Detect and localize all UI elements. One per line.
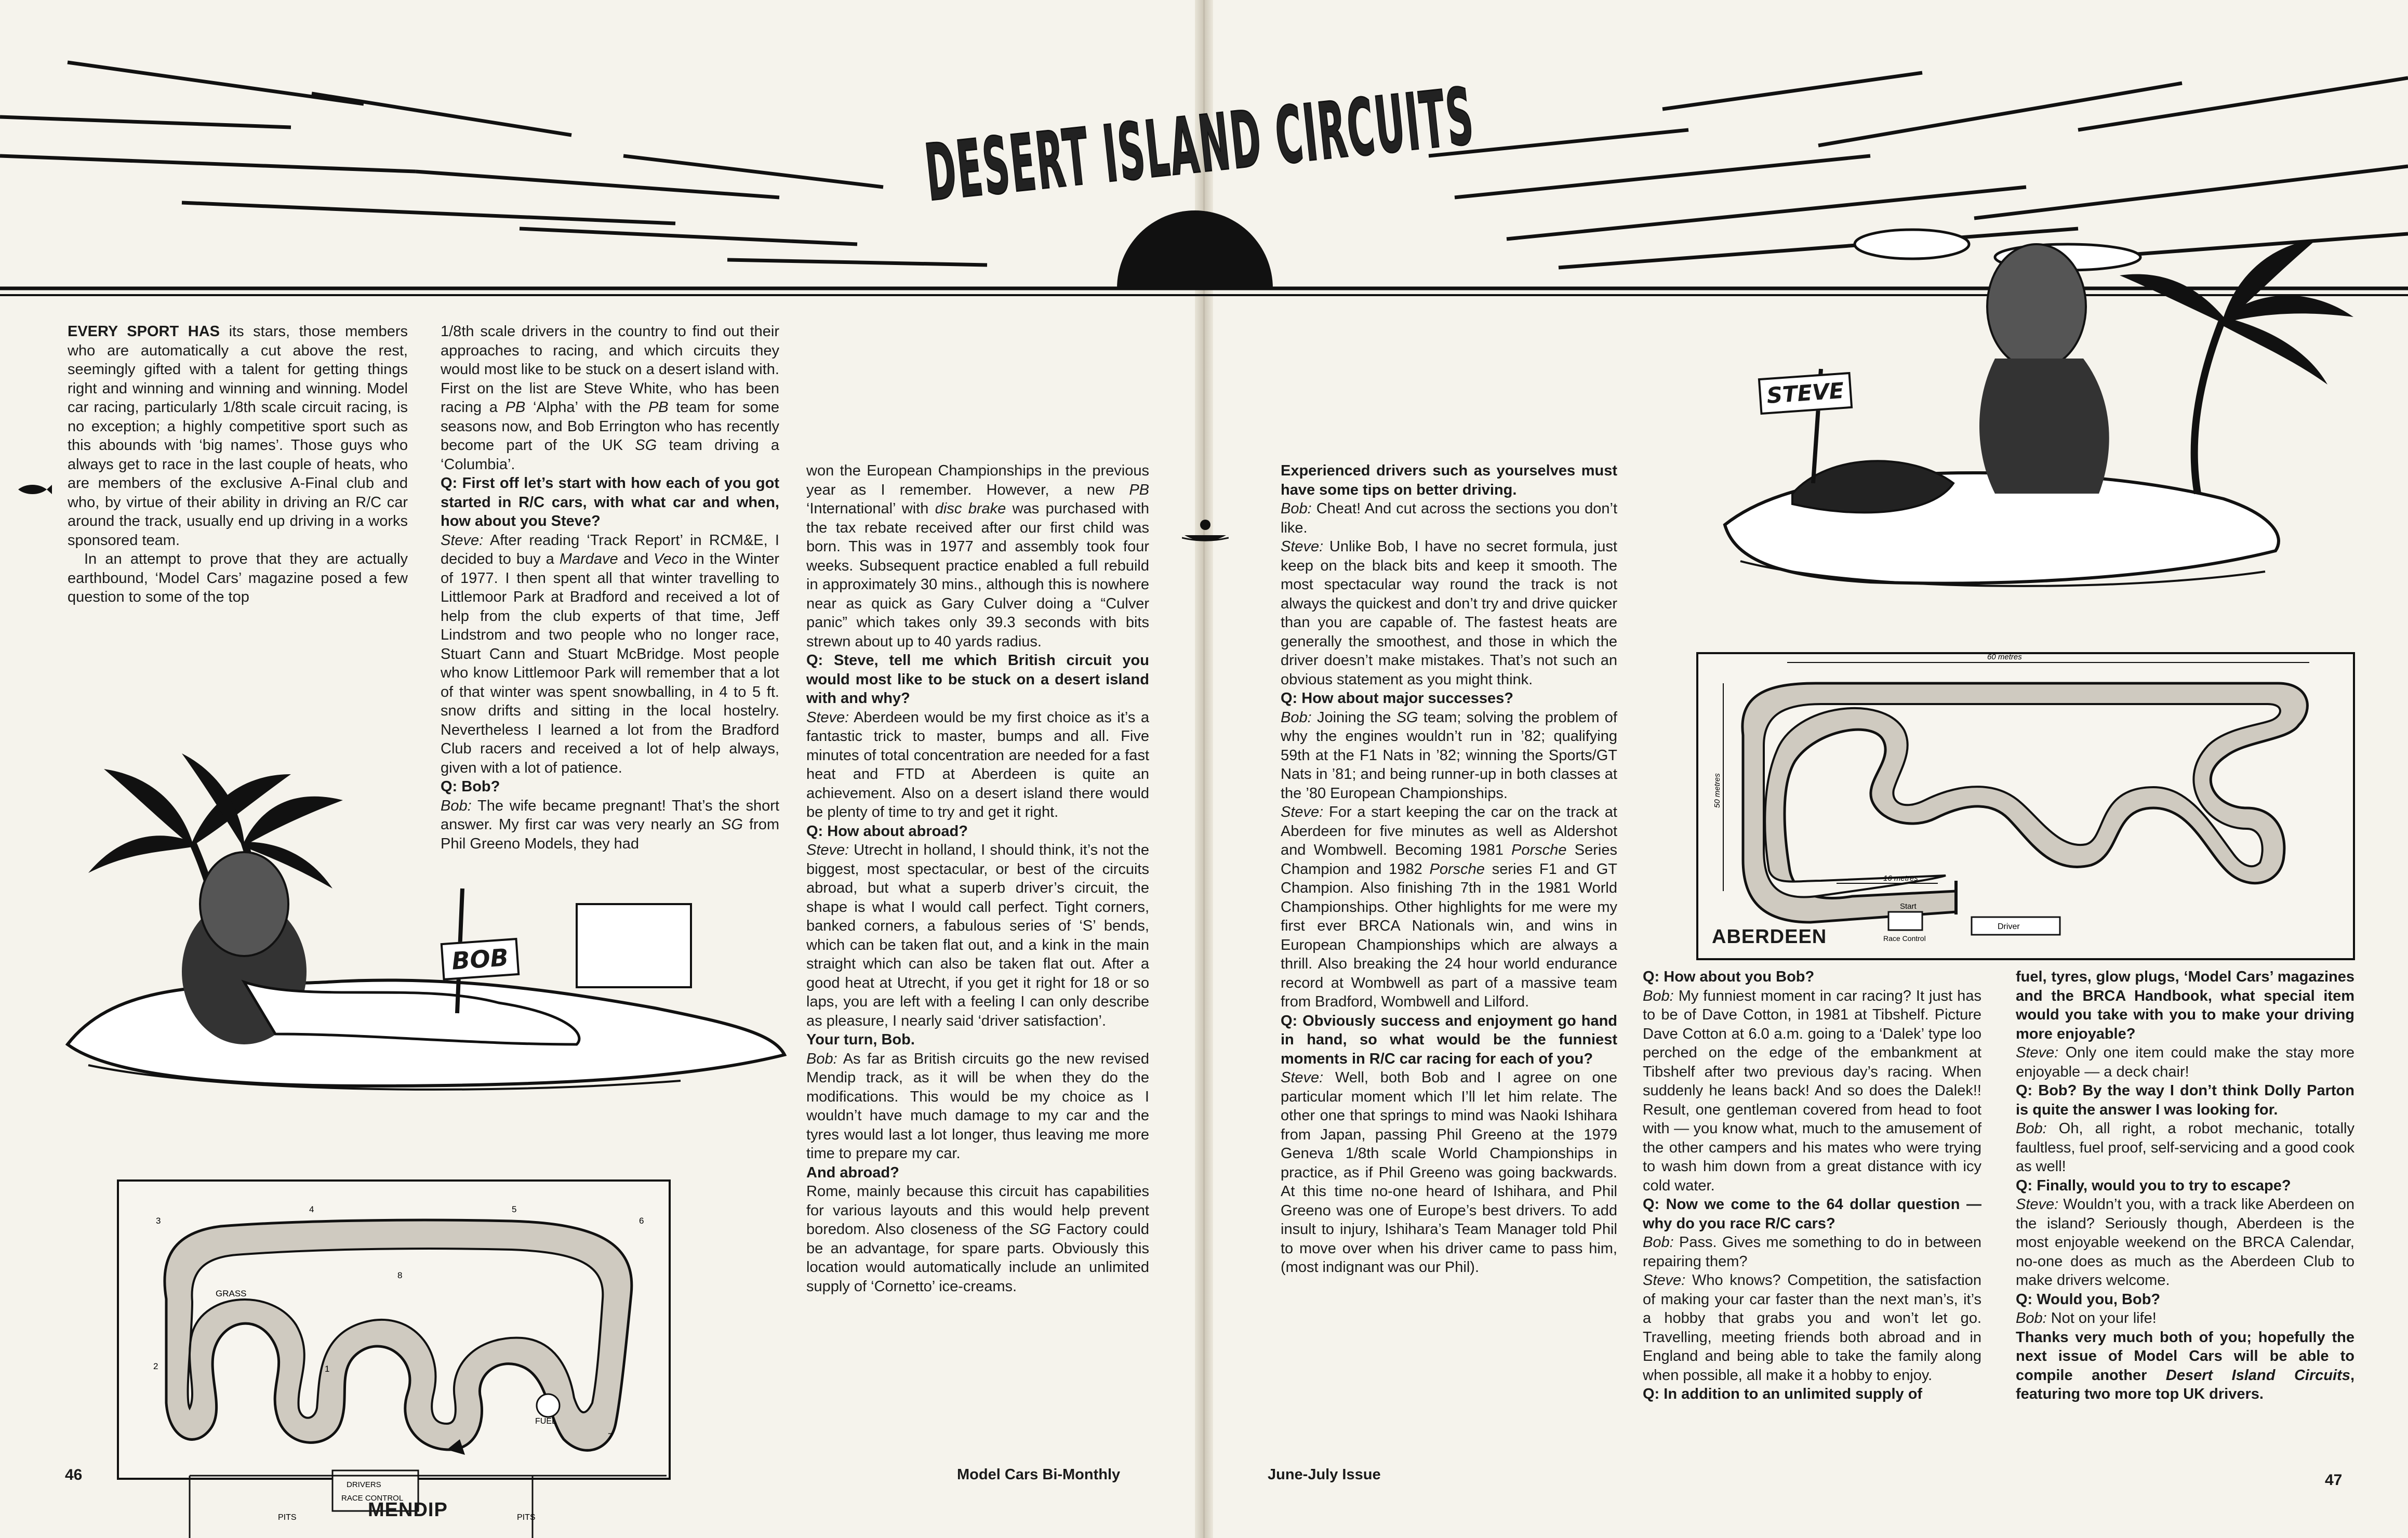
aberdeen-driver-label: Driver <box>1998 922 2020 931</box>
mendip-drivers-label: DRIVERS <box>347 1480 381 1489</box>
answer-steve-start: Steve: After reading ‘Track Report’ in RCM&E, I decided to buy a Mardave and Veco in the Winter of 1977. I then spent all that winter travelling to Littlemoor Park at Bradford and received a lot of help from the club experts of that time, Jeff Lindstrom and two people who no longer race, Stuart Cann and Stuart McBridge. Most people who know Littlemoor Park will remember that a lot of that winter was spent snowballing, in 4 to 5 ft. snow drifts and sitting in the local hostelry. Nevertheless I learned a lot from the Bradford Club racers and received a lot of help always, given with a lot of patience. <box>441 532 779 776</box>
aberdeen-50m-label: 50 metres <box>1713 773 1722 808</box>
magazine-name: Model Cars Bi-Monthly <box>957 1466 1121 1483</box>
mendip-race-control-label: RACE CONTROL <box>341 1494 404 1503</box>
page-number-left: 46 <box>65 1466 83 1483</box>
mendip-marker-6: 6 <box>639 1216 644 1226</box>
question-funniest: Q: Obviously success and enjoyment go hand in hand, so what would be the funniest moments in R/C car racing for each of you? <box>1281 1012 1617 1067</box>
answer-steve-successes: Steve: For a start keeping the car on the track at Aberdeen for five minutes as well as Aldershot and Wombwell. Becoming 1981 Porsche Series Champion and 1982 Porsche series F1 and GT Champion. Also finishing 7th in the 1981 World Championships. Other highlights for me were my first ever BRCA Nationals win, and wins in European Championships which are always a thrill. Also breaking the 24 hour world endurance record at Wombwell as part of a massive team from Bradford, Wombwell and Lilford. <box>1281 804 1617 1010</box>
mendip-marker-7: 7 <box>608 1431 613 1441</box>
intro-lead: EVERY SPORT HAS <box>68 323 220 340</box>
intro-paragraph-3: 1/8th scale drivers in the country to find out their approaches to racing, and which circuits they would most like to be stuck on a desert island with. First on the list are Steve White, who has been racing a PB ‘Alpha’ with the PB team for some seasons now, and Bob Errington who has recently become part of the UK SG team driving a ‘Columbia’. <box>441 323 779 473</box>
question-tips: Experienced drivers such as yourselves must have some tips on better driving. <box>1281 462 1617 498</box>
question-special-item: fuel, tyres, glow plugs, ‘Model Cars’ magazines and the BRCA Handbook, what special item would you take with you to make your driving more enjoyable? <box>2016 969 2354 1042</box>
question-how-about-bob: Q: How about you Bob? <box>1643 969 1815 985</box>
question-abroad: Q: How about abroad? <box>806 823 968 840</box>
question-british-circuit: Q: Steve, tell me which British circuit you would most like to be stuck on a desert island with and why? <box>806 652 1149 707</box>
mendip-marker-8: 8 <box>397 1270 403 1280</box>
dinghy-figure <box>1182 514 1229 546</box>
answer-bob-cheat: Bob: Cheat! And cut across the sections you don’t like. <box>1281 500 1617 536</box>
fish-icon <box>16 483 52 496</box>
mendip-marker-4: 4 <box>309 1204 314 1214</box>
answer-bob-not-on-life: Bob: Not on your life! <box>2016 1310 2157 1327</box>
aberdeen-60m-label: 60 metres <box>1987 653 2022 661</box>
question-first-off: Q: First off let’s start with how each of you got started in R/C cars, with what car and when, how about you Steve? <box>441 475 779 529</box>
mendip-marker-5: 5 <box>512 1204 517 1214</box>
aberdeen-caption: ABERDEEN <box>1712 926 1827 948</box>
answer-steve-who-knows: Steve: Who knows? Competition, the satisfaction of making your car faster than the next man’s, it’s a hobby that grabs you and won’t let go. Travelling, meeting friends both abroad and in England and being able to take the family along when possible, all make it a hobby to enjoy. <box>1643 1272 1981 1384</box>
issue-date: June-July Issue <box>1268 1466 1381 1483</box>
question-unlimited-supply: Q: In addition to an unlimited supply of <box>1643 1386 1923 1402</box>
column-6 <box>2016 967 2354 1404</box>
aberdeen-16m-label: 16 metres <box>1883 874 1918 883</box>
mendip-fuel-label: FUEL <box>535 1417 556 1426</box>
sun-shape <box>1117 210 1273 288</box>
mendip-marker-3: 3 <box>156 1216 161 1226</box>
closing-thanks: Thanks very much both of you; hopefully the next issue of Model Cars will be able to compile another Desert Island Circuits, featuring two more top UK drivers. <box>2016 1329 2355 1402</box>
mendip-marker-2: 2 <box>153 1361 158 1371</box>
answer-bob-successes: Bob: Joining the SG team; solving the problem of why the engines wouldn’t run in ’82; qualifying 59th at the F1 Nats in ’82; winning the Sports/GT Nats in ’81; and being runner-up in both classes at the ’80 European Championships. <box>1281 709 1617 802</box>
question-successes: Q: How about major successes? <box>1281 690 1514 707</box>
answer-bob-start: Bob: The wife became pregnant! That’s the short answer. My first car was very nearly an SG from Phil Greeno Models, they had <box>441 797 780 852</box>
mendip-caption: MENDIP <box>368 1499 448 1521</box>
mendip-marker-1: 1 <box>325 1364 330 1374</box>
question-your-turn-bob: Your turn, Bob. <box>806 1031 915 1048</box>
answer-bob-mendip: Bob: As far as British circuits go the new revised Mendip track, as it will be when they do the modifications. This would be my choice as I wouldn’t have much damage to my car and the tyres would last a lot longer, thus leaving me more time to prepare my car. <box>806 1050 1149 1162</box>
mendip-track-diagram <box>117 1179 669 1538</box>
column-1 <box>68 322 408 607</box>
column-4 <box>1281 461 1617 1277</box>
answer-steve-funniest: Steve: Well, both Bob and I agree on one particular moment which I’ll let him relate. The other one that springs to mind was Naoki Ishihara from Japan, passing Phil Greeno at the 1979 Geneva 1/8th scale World Championships in practice, as if Phil Greeno was going backwards. At this time no-one heard of Ishihara, and Phil Greeno was one of Europe’s best drivers. To add insult to injury, Ishihara’s Team Manager told Phil to move over when his driver came to pass him, (most indignant was our Phil). <box>1281 1069 1617 1276</box>
answer-steve-aberdeen: Steve: Aberdeen would be my first choice as it’s a fantastic trick to master, bumps and all. Five minutes of total concentration are needed for a fast heat and FTD at Aberdeen is quite an achievement. Also on a desert island there would be plenty of time to try and get it right. <box>806 709 1149 820</box>
aberdeen-race-control-label: Race Control <box>1883 934 1926 943</box>
answer-bob-rome: Rome, mainly because this circuit has capabilities for various layouts and this would help prevent boredom. Also closeness of the SG Factory could be an advantage, for spare parts. Obviously this location would automatically include an unlimited supply of ‘Cornetto’ ice-creams. <box>806 1183 1149 1295</box>
column-3 <box>806 461 1149 1296</box>
question-and-abroad: And abroad? <box>806 1164 899 1181</box>
answer-bob-robot: Bob: Oh, all right, a robot mechanic, totally faultless, fuel proof, self-servicing and a good cook as well! <box>2016 1120 2354 1175</box>
answer-steve-escape: Steve: Wouldn’t you, with a track like Aberdeen on the island? Seriously though, Aberdeen is the most enjoyable weekend on the BRCA Calendar, no-one does as much as the Aberdeen Club to make drivers welcome. <box>2016 1196 2354 1289</box>
answer-steve-deck-chair: Steve: Only one item could make the stay more enjoyable — a deck chair! <box>2016 1044 2354 1080</box>
column-5 <box>1643 967 1981 1404</box>
question-would-you-bob: Q: Would you, Bob? <box>2016 1291 2161 1308</box>
mendip-grass-label: GRASS <box>216 1289 247 1298</box>
answer-bob-continued: won the European Championships in the previous year as I remember. However, a new PB ‘International’ with disc brake was purchased with the tax rebate received after our first child was born. This was in 1977 and assembly took four weeks. Subsequent practice enabled a full rebuild in approximately 30 mins., although this is nowhere near as quick as Gary Culver doing a “Culver panic” which takes only 39.3 seconds with bits strewn about up to 40 yards radius. <box>806 462 1149 650</box>
answer-steve-utrecht: Steve: Utrecht in holland, I should think, it’s not the biggest, most spectacular, or best of the circuits abroad, but what a superb driver’s circuit, the shape is what I would call perfect. Tight corners, banked corners, a fabulous series of ‘S’ bends, which can be taken flat out, and a kink in the main straight which can also be taken flat out. After a good heat at Utrecht, if you get it right for 18 or so laps, you are left with a feeling I can only describe as pleasure, I nearly said ‘driver satisfaction’. <box>806 842 1149 1029</box>
answer-bob-pass: Bob: Pass. Gives me something to do in between repairing them? <box>1643 1234 1981 1270</box>
question-dolly-parton: Q: Bob? By the way I don’t think Dolly Parton is quite the answer I was looking for. <box>2016 1082 2354 1118</box>
steve-sign: STEVE <box>1758 372 1853 415</box>
intro-paragraph-1: its stars, those members who are automatically a cut above the rest, seemingly gifted with a talent for getting things right and winning and winning and winning. Model car racing, particularly 1/8th scale circuit racing, is no exception; a highly competitive sport such as this abounds with ‘big names’. Those guys who always get to race in the last couple of heats, who are members of the exclusive A-Final club and who, by virtue of their ability in driving an R/C car around the track, usually end up driving in a works sponsored team. <box>68 323 408 549</box>
question-bob: Q: Bob? <box>441 778 500 795</box>
page-number-right: 47 <box>2325 1471 2343 1489</box>
answer-bob-dalek: Bob: My funniest moment in car racing? It just has to be of Dave Cotton, in 1981 at Tibshelf. Picture Dave Cotton at 6.0 a.m. going to a ‘Dalek’ type loo perched on the edge of the embankment at Tibshelf after two previous day’s racing. When suddenly he leans back! And so does the Dalek!! Result, one gentleman covered from head to foot with — you know what, much to the amusement of the other campers and his mates who were trying to wash him down from a great distance with icy cold water. <box>1643 987 1981 1194</box>
headline-art: DESERT ISLAND CIRCUITS <box>921 4 2114 219</box>
intro-paragraph-2: In an attempt to prove that they are actually earthbound, ‘Model Cars’ magazine posed a few question to some of the top <box>68 551 408 605</box>
question-64-dollar: Q: Now we come to the 64 dollar question — why do you race R/C cars? <box>1643 1196 1981 1232</box>
answer-steve-tips: Steve: Unlike Bob, I have no secret formula, just keep on the black bits and keep it smooth. The most spectacular way round the track is not always the quickest and don’t try and drive quicker than you are capable of. The fastest heats are generally the smoothest, and those in which the driver doesn’t make mistakes. That’s not such an obvious statement as you might think. <box>1281 538 1618 688</box>
question-escape: Q: Finally, would you to try to escape? <box>2016 1177 2291 1194</box>
mendip-pits-right-label: PITS <box>517 1513 536 1522</box>
bob-sign: BOB <box>441 938 520 980</box>
aberdeen-track-diagram <box>1696 652 2353 959</box>
aberdeen-start-label: Start <box>1900 902 1917 911</box>
bob-island-illustration <box>57 670 800 1117</box>
mendip-pits-left-label: PITS <box>278 1513 297 1522</box>
